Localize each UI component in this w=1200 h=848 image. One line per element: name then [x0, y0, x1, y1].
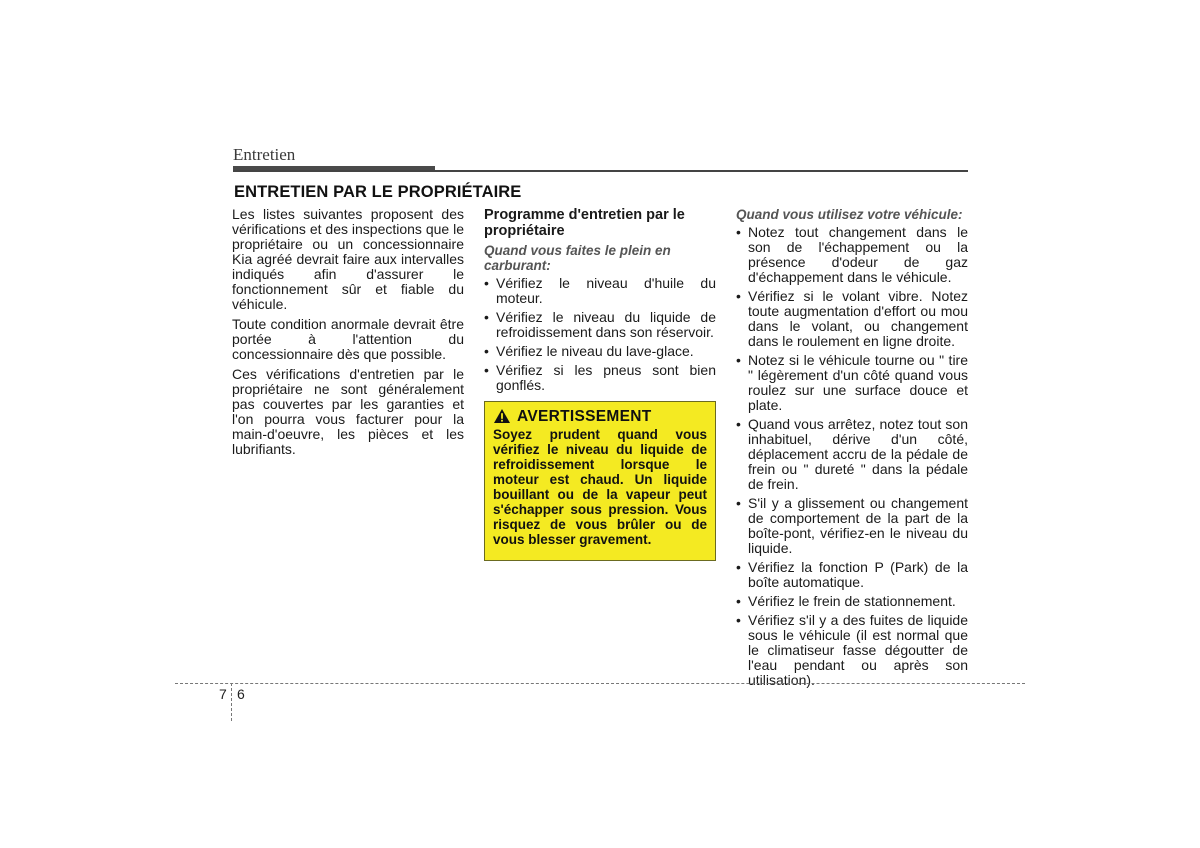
footer-page-divider [231, 683, 232, 721]
intro-paragraph: Les listes suivantes proposent des vérifications et des inspections que le propriétaire ou un concessionnaire Kia agréé devrait faire aux intervalles indiqués afin d'assurer le fonctionnement sûr et fiable du véhicule. [232, 206, 464, 312]
chapter-title: Entretien [233, 145, 296, 164]
list-item: • Vérifiez le niveau du lave-glace. [484, 344, 716, 359]
list-item: • Vérifiez le frein de stationnement. [736, 594, 968, 609]
warning-triangle-icon [493, 408, 511, 424]
warning-box [484, 401, 716, 561]
column-driving-checks [736, 207, 968, 692]
list-item: • Vérifiez le niveau d'huile du moteur. [484, 276, 716, 306]
maintenance-program-heading: Programme d'entretien par le propriétaire [484, 207, 685, 239]
list-item: • Notez tout changement dans le son de l'échappement ou la présence d'odeur de gaz d'échappement dans le véhicule. [736, 225, 968, 285]
list-item: • Notez si le véhicule tourne ou " tire " légèrement d'un côté quand vous roulez sur une surface douce et plate. [736, 353, 968, 413]
warning-header [493, 408, 707, 424]
chapter-number: 7 [219, 686, 227, 702]
list-item: • Quand vous arrêtez, notez tout son inhabituel, dérive d'un côté, déplacement accru de la pédale de frein ou " dureté " dans la pédale de frein. [736, 417, 968, 492]
refuel-checklist [484, 276, 716, 393]
column-intro [232, 207, 464, 462]
list-item: • S'il y a glissement ou changement de comportement de la part de la boîte-pont, vérifiez-en le niveau du liquide. [736, 496, 968, 556]
column-refuel-checks [484, 207, 716, 561]
footer-divider [175, 683, 1025, 684]
warning-title: AVERTISSEMENT [517, 407, 652, 425]
intro-paragraph: Toute condition anormale devrait être portée à l'attention du concessionnaire dès que possible. [232, 316, 464, 362]
header-rule [233, 170, 968, 172]
section-title: ENTRETIEN PAR LE PROPRIÉTAIRE [234, 183, 522, 201]
list-item: • Vérifiez la fonction P (Park) de la boîte automatique. [736, 560, 968, 590]
refuel-subheading: Quand vous faites le plein en carburant: [484, 243, 671, 273]
driving-checklist [736, 225, 968, 688]
list-item: • Vérifiez si le volant vibre. Notez toute augmentation d'effort ou mou dans le volant, ou changement dans le roulement en ligne droite. [736, 289, 968, 349]
warning-text: Soyez prudent quand vous vérifiez le niveau du liquide de refroidissement lorsque le moteur est chaud. Un liquide bouillant ou de la vapeur peut s'échapper sous pression. Vous risquez de vous brûler ou de vous blesser gravement. [493, 427, 707, 547]
driving-subheading: Quand vous utilisez votre véhicule: [736, 207, 963, 222]
list-item: • Vérifiez le niveau du liquide de refroidissement dans son réservoir. [484, 310, 716, 340]
list-item: • Vérifiez s'il y a des fuites de liquide sous le véhicule (il est normal que le climatiseur fasse dégoutter de l'eau pendant ou après son utilisation). [736, 613, 968, 688]
list-item: • Vérifiez si les pneus sont bien gonflés. [484, 363, 716, 393]
intro-paragraph: Ces vérifications d'entretien par le propriétaire ne sont généralement pas couvertes par les garanties et l'on pourra vous facturer pour la main-d'oeuvre, les pièces et les lubrifiants. [232, 366, 464, 457]
page-number: 6 [237, 686, 245, 702]
